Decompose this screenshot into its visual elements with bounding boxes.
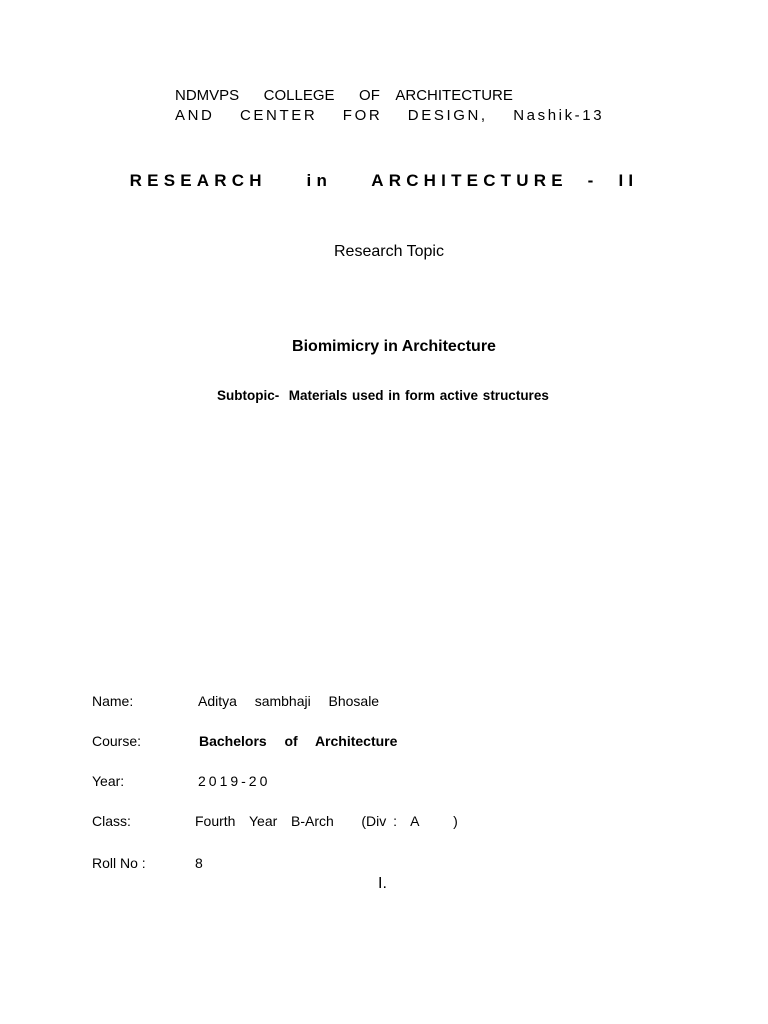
name-label: Name: [92,693,134,709]
class-label: Class: [92,813,131,829]
research-topic-label: Research Topic [334,243,444,260]
roll-number-label: Roll No : [92,855,146,871]
course-value: Bachelors of Architecture [199,733,398,749]
page-number: I. [378,875,387,892]
document-title: RESEARCH in ARCHITECTURE - II [129,171,639,190]
research-subtopic: Subtopic- Materials used in form active structures [217,388,549,403]
course-label: Course: [92,733,142,749]
institution-name-line: NDMVPS COLLEGE OF ARCHITECTURE [175,87,513,104]
class-value: Fourth Year B-Arch (Div : A ) [195,813,458,829]
institution-location-line: AND CENTER FOR DESIGN, Nashik-13 [175,107,605,124]
year-value: 2019-20 [198,773,271,789]
name-value: Aditya sambhaji Bhosale [198,693,380,709]
roll-number-value: 8 [195,855,203,871]
year-label: Year: [92,773,125,789]
research-topic-title: Biomimicry in Architecture [292,338,496,355]
